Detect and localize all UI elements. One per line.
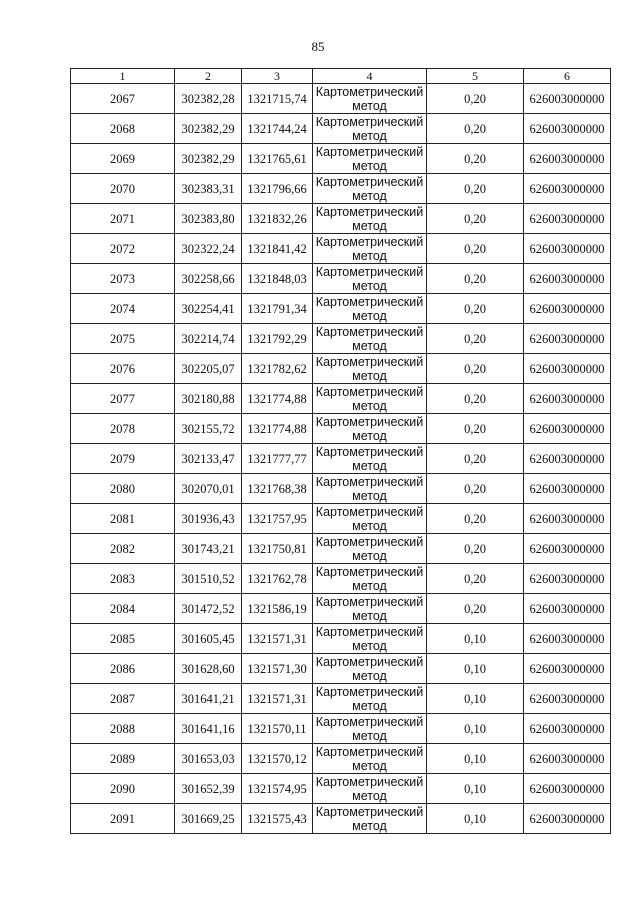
column-header: 6 xyxy=(524,69,611,84)
x-coordinate-cell: 302258,66 xyxy=(175,264,242,294)
method-cell xyxy=(313,264,427,294)
y-coordinate-cell: 1321796,66 xyxy=(242,174,313,204)
method-text-line2: метод xyxy=(352,98,387,113)
code-cell: 626003000000 xyxy=(524,264,611,294)
y-coordinate-cell: 1321768,38 xyxy=(242,474,313,504)
y-coordinate-cell: 1321774,88 xyxy=(242,384,313,414)
y-coordinate-cell: 1321571,31 xyxy=(242,624,313,654)
code-cell: 626003000000 xyxy=(524,354,611,384)
method-cell xyxy=(313,324,427,354)
method-cell xyxy=(313,474,427,504)
table-row xyxy=(71,654,611,684)
x-coordinate-cell: 302155,72 xyxy=(175,414,242,444)
table-row xyxy=(71,354,611,384)
method-text-line2: метод xyxy=(352,188,387,203)
point-number-cell: 2081 xyxy=(71,504,175,534)
x-coordinate-cell: 301641,16 xyxy=(175,714,242,744)
method-text-line1: Картометрический xyxy=(315,324,424,339)
y-coordinate-cell: 1321841,42 xyxy=(242,234,313,264)
accuracy-cell: 0,20 xyxy=(427,594,524,624)
column-header: 3 xyxy=(242,69,313,84)
table-row xyxy=(71,174,611,204)
y-coordinate-cell: 1321571,30 xyxy=(242,654,313,684)
method-text-line1: Картометрический xyxy=(315,594,424,609)
table-row xyxy=(71,234,611,264)
code-cell: 626003000000 xyxy=(524,114,611,144)
method-cell xyxy=(313,294,427,324)
x-coordinate-cell: 302205,07 xyxy=(175,354,242,384)
code-cell: 626003000000 xyxy=(524,294,611,324)
point-number-cell: 2087 xyxy=(71,684,175,714)
x-coordinate-cell: 302383,31 xyxy=(175,174,242,204)
accuracy-cell: 0,20 xyxy=(427,534,524,564)
table-row xyxy=(71,534,611,564)
y-coordinate-cell: 1321762,78 xyxy=(242,564,313,594)
table-row xyxy=(71,84,611,114)
table-row xyxy=(71,774,611,804)
x-coordinate-cell: 302382,28 xyxy=(175,84,242,114)
y-coordinate-cell: 1321750,81 xyxy=(242,534,313,564)
method-text-line2: метод xyxy=(352,638,387,653)
accuracy-cell: 0,20 xyxy=(427,384,524,414)
x-coordinate-cell: 302383,80 xyxy=(175,204,242,234)
x-coordinate-cell: 301605,45 xyxy=(175,624,242,654)
method-text-line1: Картометрический xyxy=(315,774,424,789)
method-text-line1: Картометрический xyxy=(315,294,424,309)
method-text-line1: Картометрический xyxy=(315,354,424,369)
accuracy-cell: 0,20 xyxy=(427,474,524,504)
method-text-line2: метод xyxy=(352,308,387,323)
table-row xyxy=(71,414,611,444)
table-row xyxy=(71,144,611,174)
table-row xyxy=(71,684,611,714)
code-cell: 626003000000 xyxy=(524,654,611,684)
method-text-line1: Картометрический xyxy=(315,744,424,759)
method-text-line1: Картометрический xyxy=(315,84,424,99)
y-coordinate-cell: 1321715,74 xyxy=(242,84,313,114)
accuracy-cell: 0,20 xyxy=(427,444,524,474)
method-text-line2: метод xyxy=(352,548,387,563)
table-row xyxy=(71,384,611,414)
x-coordinate-cell: 302133,47 xyxy=(175,444,242,474)
table-row xyxy=(71,564,611,594)
method-cell xyxy=(313,234,427,264)
point-number-cell: 2068 xyxy=(71,114,175,144)
accuracy-cell: 0,10 xyxy=(427,744,524,774)
accuracy-cell: 0,20 xyxy=(427,354,524,384)
point-number-cell: 2067 xyxy=(71,84,175,114)
code-cell: 626003000000 xyxy=(524,774,611,804)
y-coordinate-cell: 1321571,31 xyxy=(242,684,313,714)
point-number-cell: 2085 xyxy=(71,624,175,654)
y-coordinate-cell: 1321586,19 xyxy=(242,594,313,624)
table-row xyxy=(71,504,611,534)
point-number-cell: 2074 xyxy=(71,294,175,324)
point-number-cell: 2089 xyxy=(71,744,175,774)
code-cell: 626003000000 xyxy=(524,174,611,204)
method-text-line2: метод xyxy=(352,488,387,503)
method-cell xyxy=(313,804,427,834)
coordinates-table xyxy=(70,68,611,834)
method-text-line1: Картометрический xyxy=(315,534,424,549)
x-coordinate-cell: 301628,60 xyxy=(175,654,242,684)
method-text-line1: Картометрический xyxy=(315,114,424,129)
method-text-line1: Картометрический xyxy=(315,204,424,219)
method-text-line1: Картометрический xyxy=(315,384,424,399)
method-cell xyxy=(313,384,427,414)
y-coordinate-cell: 1321765,61 xyxy=(242,144,313,174)
accuracy-cell: 0,10 xyxy=(427,774,524,804)
accuracy-cell: 0,20 xyxy=(427,234,524,264)
table-row xyxy=(71,714,611,744)
x-coordinate-cell: 301641,21 xyxy=(175,684,242,714)
accuracy-cell: 0,10 xyxy=(427,804,524,834)
method-text-line1: Картометрический xyxy=(315,264,424,279)
accuracy-cell: 0,20 xyxy=(427,564,524,594)
accuracy-cell: 0,10 xyxy=(427,654,524,684)
point-number-cell: 2072 xyxy=(71,234,175,264)
method-text-line1: Картометрический xyxy=(315,804,424,819)
y-coordinate-cell: 1321574,95 xyxy=(242,774,313,804)
table-row xyxy=(71,264,611,294)
y-coordinate-cell: 1321575,43 xyxy=(242,804,313,834)
method-cell xyxy=(313,84,427,114)
code-cell: 626003000000 xyxy=(524,714,611,744)
method-cell xyxy=(313,144,427,174)
point-number-cell: 2091 xyxy=(71,804,175,834)
table-row xyxy=(71,474,611,504)
y-coordinate-cell: 1321570,12 xyxy=(242,744,313,774)
code-cell: 626003000000 xyxy=(524,414,611,444)
point-number-cell: 2077 xyxy=(71,384,175,414)
method-text-line2: метод xyxy=(352,578,387,593)
method-text-line2: метод xyxy=(352,818,387,833)
y-coordinate-cell: 1321570,11 xyxy=(242,714,313,744)
method-text-line2: метод xyxy=(352,788,387,803)
accuracy-cell: 0,20 xyxy=(427,204,524,234)
y-coordinate-cell: 1321744,24 xyxy=(242,114,313,144)
y-coordinate-cell: 1321774,88 xyxy=(242,414,313,444)
method-cell xyxy=(313,594,427,624)
y-coordinate-cell: 1321832,26 xyxy=(242,204,313,234)
code-cell: 626003000000 xyxy=(524,534,611,564)
method-text-line2: метод xyxy=(352,728,387,743)
point-number-cell: 2071 xyxy=(71,204,175,234)
method-cell xyxy=(313,414,427,444)
accuracy-cell: 0,10 xyxy=(427,624,524,654)
x-coordinate-cell: 301510,52 xyxy=(175,564,242,594)
table-row xyxy=(71,204,611,234)
method-text-line2: метод xyxy=(352,368,387,383)
method-text-line1: Картометрический xyxy=(315,654,424,669)
accuracy-cell: 0,20 xyxy=(427,114,524,144)
method-cell xyxy=(313,624,427,654)
column-header: 5 xyxy=(427,69,524,84)
y-coordinate-cell: 1321792,29 xyxy=(242,324,313,354)
method-cell xyxy=(313,534,427,564)
method-cell xyxy=(313,174,427,204)
method-cell xyxy=(313,564,427,594)
code-cell: 626003000000 xyxy=(524,474,611,504)
accuracy-cell: 0,10 xyxy=(427,714,524,744)
table-row xyxy=(71,294,611,324)
code-cell: 626003000000 xyxy=(524,504,611,534)
method-text-line1: Картометрический xyxy=(315,144,424,159)
method-text-line1: Картометрический xyxy=(315,714,424,729)
column-header: 1 xyxy=(71,69,175,84)
table-header-row xyxy=(71,69,611,84)
table-row xyxy=(71,594,611,624)
x-coordinate-cell: 301653,03 xyxy=(175,744,242,774)
column-header: 2 xyxy=(175,69,242,84)
method-text-line1: Картометрический xyxy=(315,564,424,579)
method-text-line2: метод xyxy=(352,158,387,173)
method-cell xyxy=(313,444,427,474)
point-number-cell: 2078 xyxy=(71,414,175,444)
method-text-line1: Картометрический xyxy=(315,474,424,489)
code-cell: 626003000000 xyxy=(524,624,611,654)
code-cell: 626003000000 xyxy=(524,84,611,114)
method-text-line2: метод xyxy=(352,218,387,233)
y-coordinate-cell: 1321757,95 xyxy=(242,504,313,534)
x-coordinate-cell: 301652,39 xyxy=(175,774,242,804)
point-number-cell: 2079 xyxy=(71,444,175,474)
code-cell: 626003000000 xyxy=(524,804,611,834)
method-text-line2: метод xyxy=(352,128,387,143)
method-text-line2: метод xyxy=(352,278,387,293)
code-cell: 626003000000 xyxy=(524,744,611,774)
method-cell xyxy=(313,114,427,144)
method-cell xyxy=(313,684,427,714)
code-cell: 626003000000 xyxy=(524,384,611,414)
method-cell xyxy=(313,654,427,684)
table-row xyxy=(71,324,611,354)
method-text-line1: Картометрический xyxy=(315,684,424,699)
code-cell: 626003000000 xyxy=(524,684,611,714)
accuracy-cell: 0,10 xyxy=(427,684,524,714)
method-text-line1: Картометрический xyxy=(315,234,424,249)
y-coordinate-cell: 1321782,62 xyxy=(242,354,313,384)
table-row xyxy=(71,444,611,474)
point-number-cell: 2069 xyxy=(71,144,175,174)
method-text-line2: метод xyxy=(352,698,387,713)
table-body xyxy=(71,84,611,834)
method-text-line2: метод xyxy=(352,338,387,353)
method-text-line2: метод xyxy=(352,608,387,623)
x-coordinate-cell: 302254,41 xyxy=(175,294,242,324)
point-number-cell: 2084 xyxy=(71,594,175,624)
method-cell xyxy=(313,204,427,234)
code-cell: 626003000000 xyxy=(524,144,611,174)
accuracy-cell: 0,20 xyxy=(427,264,524,294)
point-number-cell: 2082 xyxy=(71,534,175,564)
y-coordinate-cell: 1321777,77 xyxy=(242,444,313,474)
y-coordinate-cell: 1321848,03 xyxy=(242,264,313,294)
method-cell xyxy=(313,354,427,384)
code-cell: 626003000000 xyxy=(524,324,611,354)
x-coordinate-cell: 302214,74 xyxy=(175,324,242,354)
code-cell: 626003000000 xyxy=(524,444,611,474)
method-cell xyxy=(313,714,427,744)
point-number-cell: 2073 xyxy=(71,264,175,294)
table-row xyxy=(71,624,611,654)
point-number-cell: 2080 xyxy=(71,474,175,504)
point-number-cell: 2076 xyxy=(71,354,175,384)
method-text-line2: метод xyxy=(352,428,387,443)
accuracy-cell: 0,20 xyxy=(427,84,524,114)
page-number: 85 xyxy=(311,39,325,54)
method-cell xyxy=(313,774,427,804)
code-cell: 626003000000 xyxy=(524,234,611,264)
code-cell: 626003000000 xyxy=(524,564,611,594)
method-cell xyxy=(313,744,427,774)
x-coordinate-cell: 302070,01 xyxy=(175,474,242,504)
point-number-cell: 2083 xyxy=(71,564,175,594)
point-number-cell: 2090 xyxy=(71,774,175,804)
method-text-line2: метод xyxy=(352,758,387,773)
x-coordinate-cell: 302382,29 xyxy=(175,114,242,144)
method-text-line2: метод xyxy=(352,248,387,263)
x-coordinate-cell: 301743,21 xyxy=(175,534,242,564)
accuracy-cell: 0,20 xyxy=(427,144,524,174)
method-cell xyxy=(313,504,427,534)
accuracy-cell: 0,20 xyxy=(427,294,524,324)
table-row xyxy=(71,114,611,144)
method-text-line2: метод xyxy=(352,398,387,413)
point-number-cell: 2086 xyxy=(71,654,175,684)
method-text-line1: Картометрический xyxy=(315,624,424,639)
y-coordinate-cell: 1321791,34 xyxy=(242,294,313,324)
method-text-line1: Картометрический xyxy=(315,504,424,519)
point-number-cell: 2075 xyxy=(71,324,175,354)
accuracy-cell: 0,20 xyxy=(427,504,524,534)
x-coordinate-cell: 301472,52 xyxy=(175,594,242,624)
method-text-line2: метод xyxy=(352,668,387,683)
x-coordinate-cell: 302322,24 xyxy=(175,234,242,264)
point-number-cell: 2088 xyxy=(71,714,175,744)
column-header: 4 xyxy=(313,69,427,84)
method-text-line1: Картометрический xyxy=(315,444,424,459)
method-text-line2: метод xyxy=(352,458,387,473)
accuracy-cell: 0,20 xyxy=(427,414,524,444)
x-coordinate-cell: 302382,29 xyxy=(175,144,242,174)
table-row xyxy=(71,804,611,834)
accuracy-cell: 0,20 xyxy=(427,324,524,354)
accuracy-cell: 0,20 xyxy=(427,174,524,204)
x-coordinate-cell: 301936,43 xyxy=(175,504,242,534)
table-row xyxy=(71,744,611,774)
x-coordinate-cell: 301669,25 xyxy=(175,804,242,834)
point-number-cell: 2070 xyxy=(71,174,175,204)
x-coordinate-cell: 302180,88 xyxy=(175,384,242,414)
method-text-line1: Картометрический xyxy=(315,174,424,189)
code-cell: 626003000000 xyxy=(524,594,611,624)
method-text-line2: метод xyxy=(352,518,387,533)
method-text-line1: Картометрический xyxy=(315,414,424,429)
code-cell: 626003000000 xyxy=(524,204,611,234)
